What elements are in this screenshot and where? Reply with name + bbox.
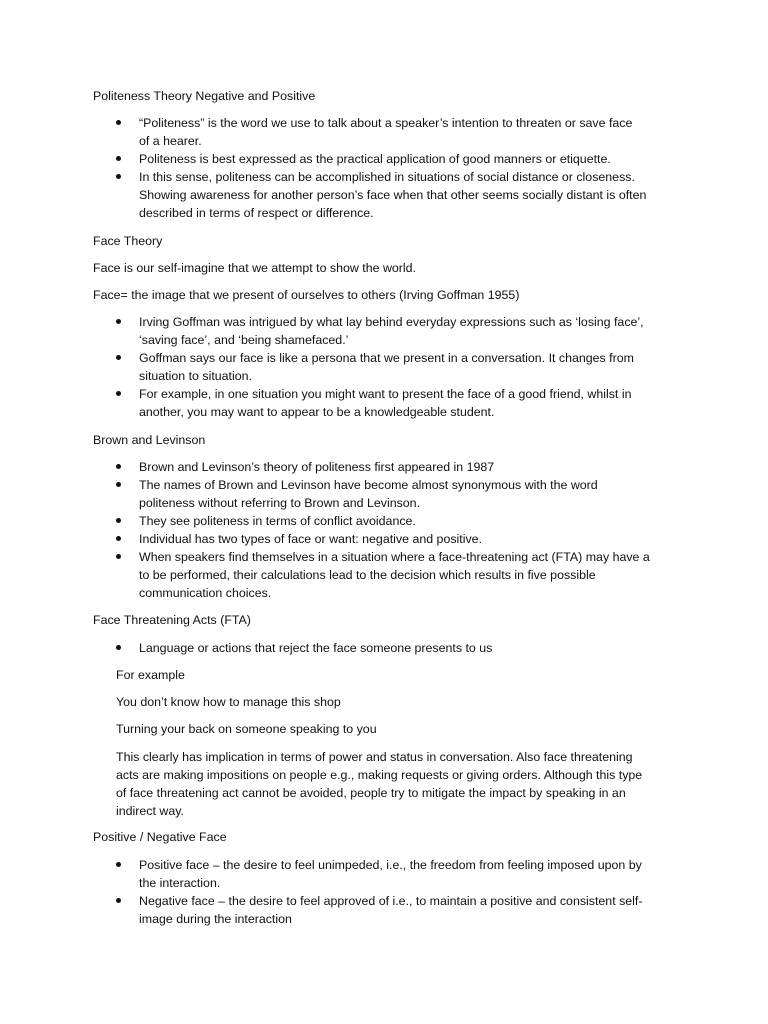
bullet-text: the interaction. [139, 876, 221, 890]
bullet-text: They see politeness in terms of conflict avoidance. [139, 514, 416, 528]
bullet-text: politeness without referring to Brown and Levinson. [139, 496, 421, 510]
bullet-text: Irving Goffman was intrigued by what lay behind everyday expressions such as ‘losing face’, [139, 315, 644, 329]
indented-paragraph-line: This clearly has implication in terms of power and status in conversation. Also face threatening [116, 750, 633, 764]
paragraph: Face= the image that we present of ourselves to others (Irving Goffman 1955) [93, 288, 520, 302]
bullet-text: When speakers find themselves in a situation where a face-threatening act (FTA) may have a [139, 550, 650, 564]
bullet-text: of a hearer. [139, 134, 202, 148]
bullet-text: image during the interaction [139, 912, 292, 926]
paragraph: Face is our self-imagine that we attempt to show the world. [93, 261, 416, 275]
bullet-text: Politeness is best expressed as the practical application of good manners or etiquette. [139, 152, 611, 166]
bullet-text: The names of Brown and Levinson have become almost synonymous with the word [139, 478, 598, 492]
bullet-text: communication choices. [139, 586, 272, 600]
bullet-text: Brown and Levinson’s theory of politeness first appeared in 1987 [139, 460, 495, 474]
bullet-text: Showing awareness for another person’s face when that other seems socially distant is often [139, 188, 647, 202]
section-heading: Face Threatening Acts (FTA) [93, 613, 251, 627]
bullet-text: ‘saving face’, and ‘being shamefaced.’ [139, 333, 349, 347]
bullet-text: “Politeness” is the word we use to talk about a speaker’s intention to threaten or save face [139, 116, 633, 130]
bullet-text: Negative face – the desire to feel approved of i.e., to maintain a positive and consistent self- [139, 894, 643, 908]
indented-text: For example [116, 668, 185, 682]
section-heading: Brown and Levinson [93, 433, 206, 447]
section-heading: Politeness Theory Negative and Positive [93, 89, 316, 103]
bullet-text: described in terms of respect or difference. [139, 206, 374, 220]
section-heading: Positive / Negative Face [93, 830, 227, 844]
section-heading: Face Theory [93, 234, 163, 248]
indented-text: You don’t know how to manage this shop [116, 695, 341, 709]
bullet-text: another, you may want to appear to be a knowledgeable student. [139, 405, 495, 419]
bullet-text: For example, in one situation you might want to present the face of a good friend, whilst in [139, 387, 632, 401]
bullet-text: Language or actions that reject the face someone presents to us [139, 641, 493, 655]
bullet-text: Individual has two types of face or want: negative and positive. [139, 532, 483, 546]
bullet-text: In this sense, politeness can be accomplished in situations of social distance or closeness. [139, 170, 635, 184]
bullet-text: Goffman says our face is like a persona that we present in a conversation. It changes from [139, 351, 634, 365]
indented-text: Turning your back on someone speaking to you [116, 722, 377, 736]
indented-paragraph-line: of face threatening act cannot be avoided, people try to mitigate the impact by speaking in an [116, 786, 626, 800]
bullet-text: to be performed, their calculations lead to the decision which results in five possible [139, 568, 596, 582]
indented-paragraph-line: indirect way. [116, 804, 184, 818]
bullet-text: situation to situation. [139, 369, 252, 383]
indented-paragraph-line: acts are making impositions on people e.g., making requests or giving orders. Although this type [116, 768, 643, 782]
bullet-text: Positive face – the desire to feel unimpeded, i.e., the freedom from feeling imposed upon by [139, 858, 642, 872]
